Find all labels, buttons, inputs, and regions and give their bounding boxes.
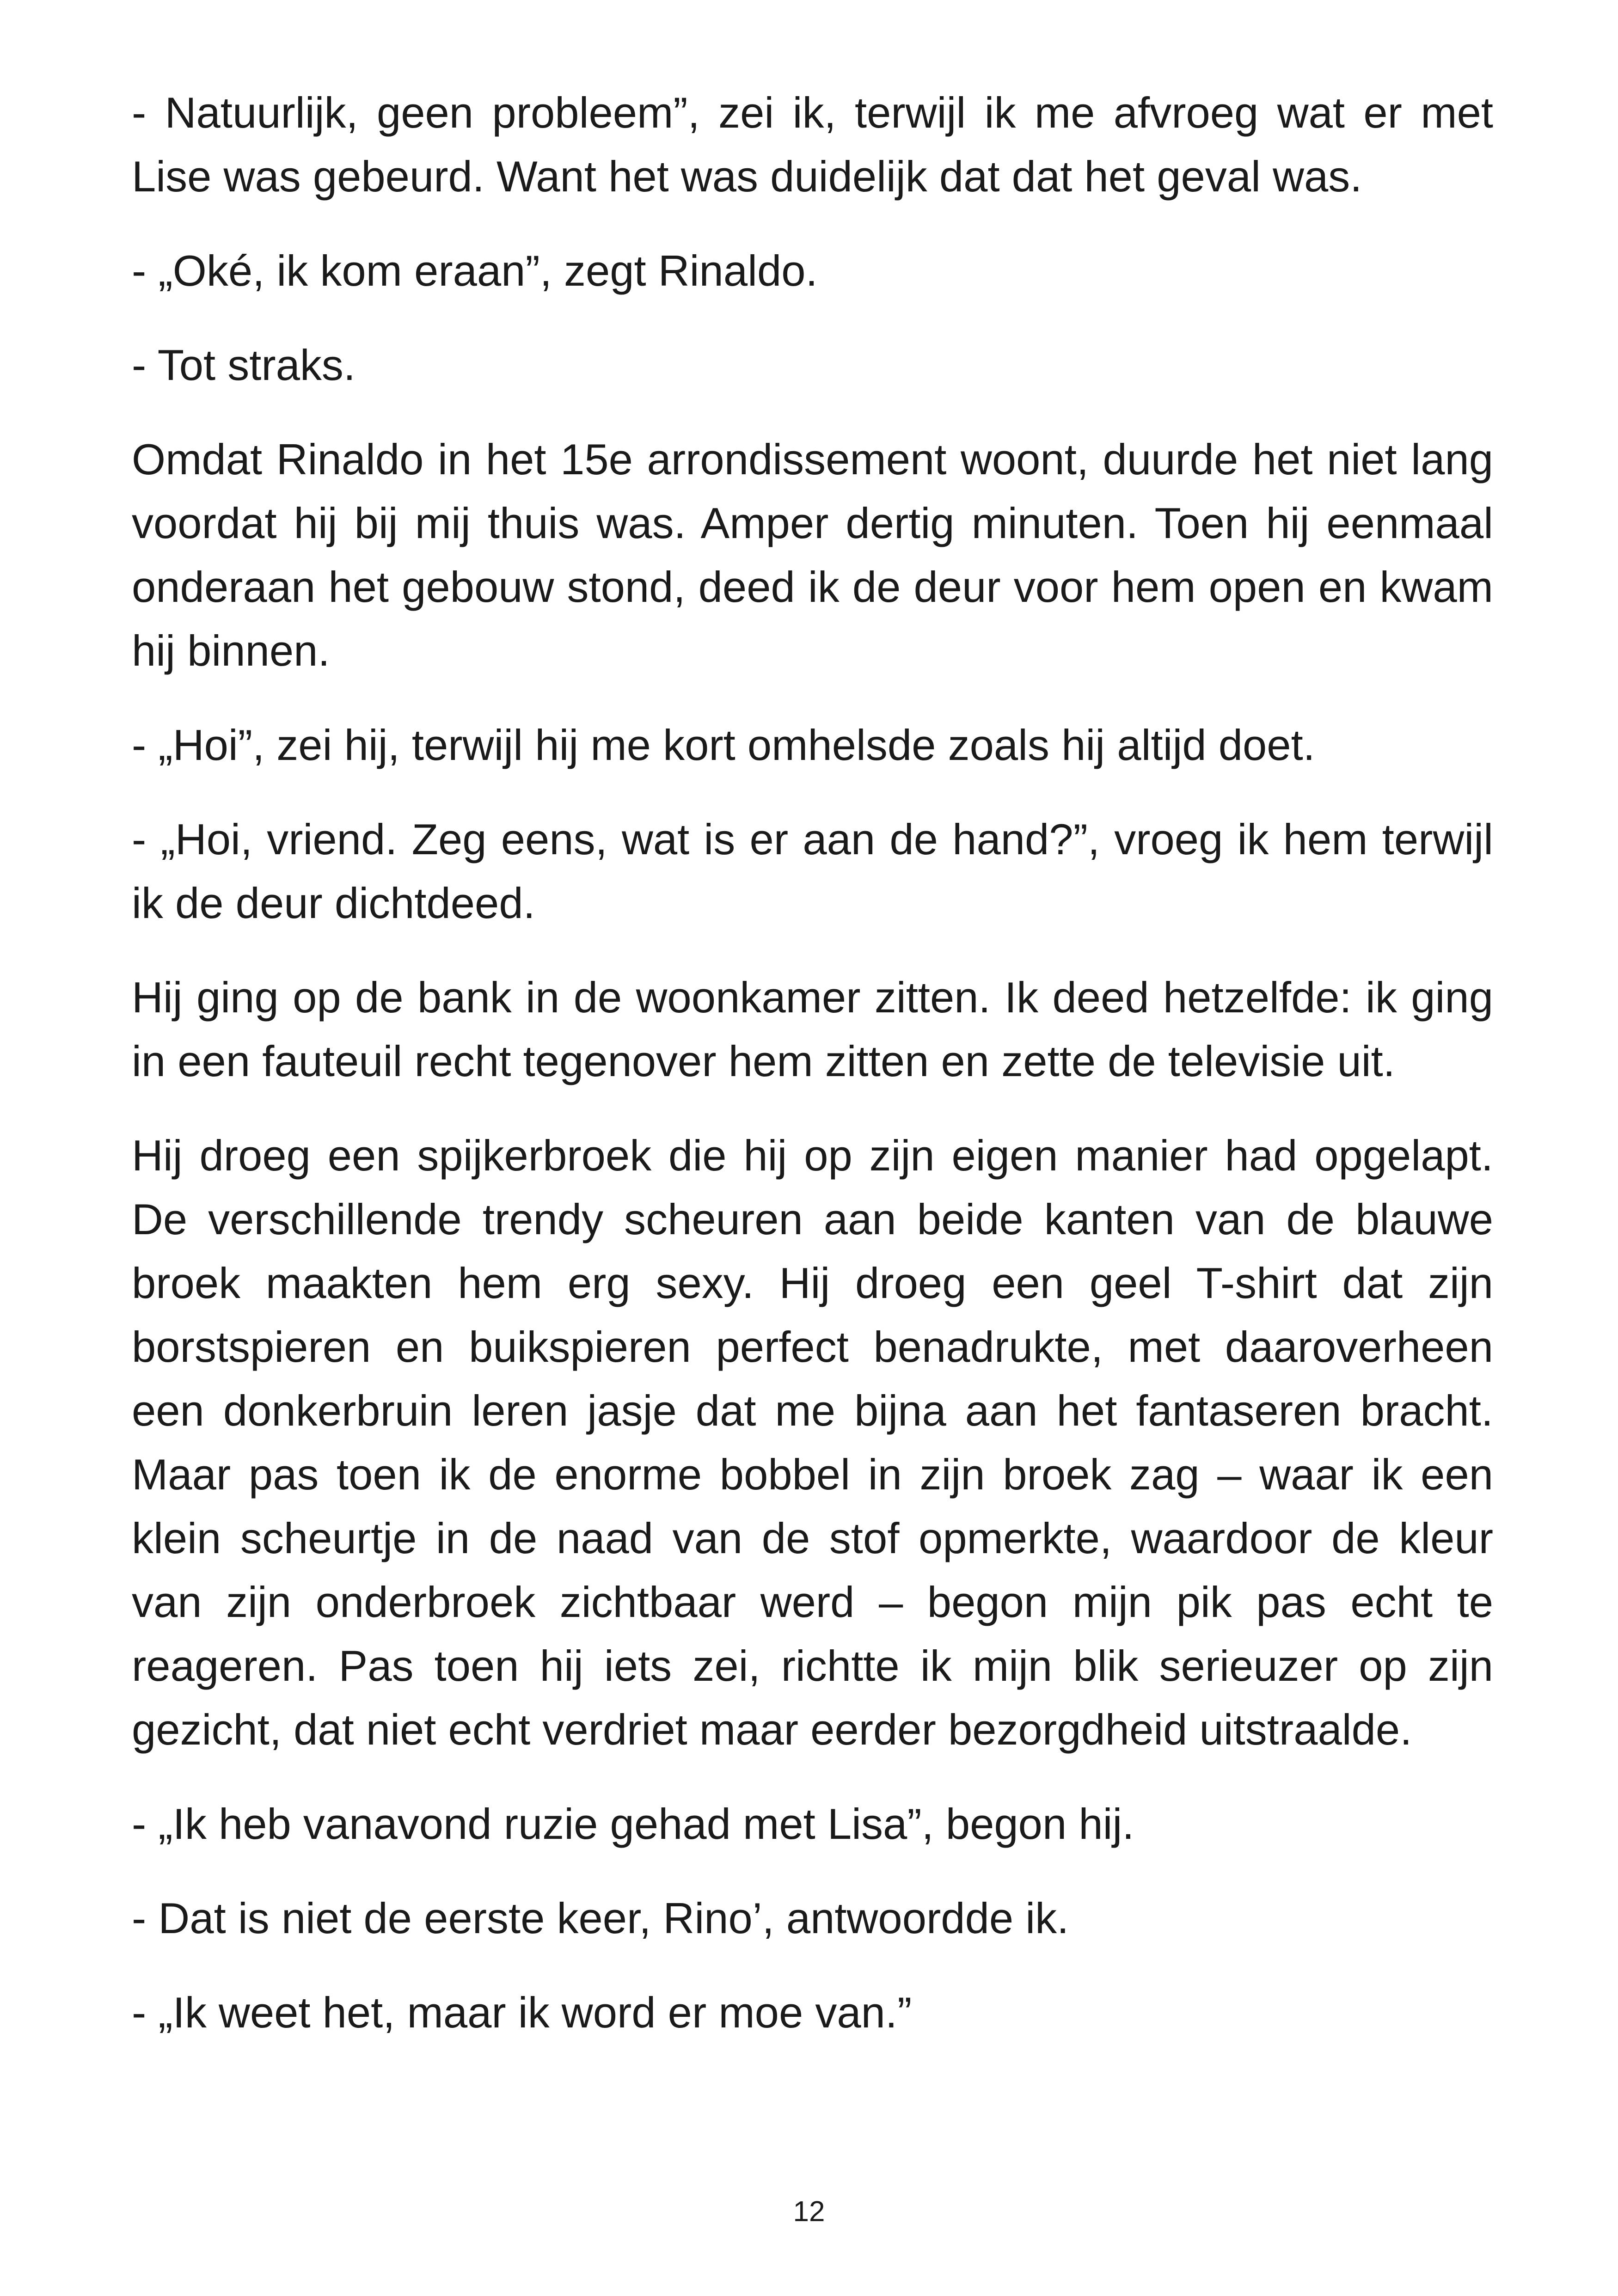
paragraph-9: - „Ik heb vanavond ruzie gehad met Lisa”, begon hij.: [132, 1800, 1134, 1848]
paragraph-6: - „Hoi, vriend. Zeg eens, wat is er aan de hand?”, vroeg ik hem terwijl ik de deur dichtdeed.: [132, 815, 1493, 927]
document-body: [132, 81, 1493, 2075]
paragraph-7: Hij ging op de bank in de woonkamer zitten. Ik deed hetzelfde: ik ging in een fauteuil recht tegenover hem zitten en zette de televisie uit.: [132, 973, 1493, 1085]
paragraph-10: - Dat is niet de eerste keer, Rino’, antwoordde ik.: [132, 1894, 1069, 1942]
page-number: 12: [793, 2196, 825, 2228]
paragraph-5: - „Hoi”, zei hij, terwijl hij me kort omhelsde zoals hij altijd doet.: [132, 721, 1315, 769]
paragraph-4: Omdat Rinaldo in het 15e arrondissement woont, duurde het niet lang voordat hij bij mij thuis was. Amper dertig minuten. Toen hij eenmaal onderaan het gebouw stond, deed ik de deur voor hem open en kwam hij binnen.: [132, 435, 1493, 675]
paragraph-8: Hij droeg een spijkerbroek die hij op zijn eigen manier had opgelapt. De verschillende trendy scheuren aan beide kanten van de blauwe broek maakten hem erg sexy. Hij droeg een geel T-shirt dat zijn borstspieren en buikspieren perfect benadrukte, met daaroverheen een donkerbruin leren jasje dat me bijna aan het fantaseren bracht. Maar pas toen ik de enorme bobbel in zijn broek zag – waar ik een klein scheurtje in de naad van de stof opmerkte, waardoor de kleur van zijn onderbroek zichtbaar werd – begon mijn pik pas echt te reageren. Pas toen hij iets zei, richtte ik mijn blik serieuzer op zijn gezicht, dat niet echt verdriet maar eerder bezorgdheid uitstraalde.: [132, 1131, 1493, 1754]
paragraph-2: - „Oké, ik kom eraan”, zegt Rinaldo.: [132, 246, 818, 295]
paragraph-11: - „Ik weet het, maar ik word er moe van.”: [132, 1988, 912, 2037]
paragraph-3: - Tot straks.: [132, 341, 356, 389]
paragraph-1: - Natuurlijk, geen probleem”, zei ik, terwijl ik me afvroeg wat er met Lise was gebeurd. Want het was duidelijk dat dat het geval was.: [132, 88, 1493, 201]
